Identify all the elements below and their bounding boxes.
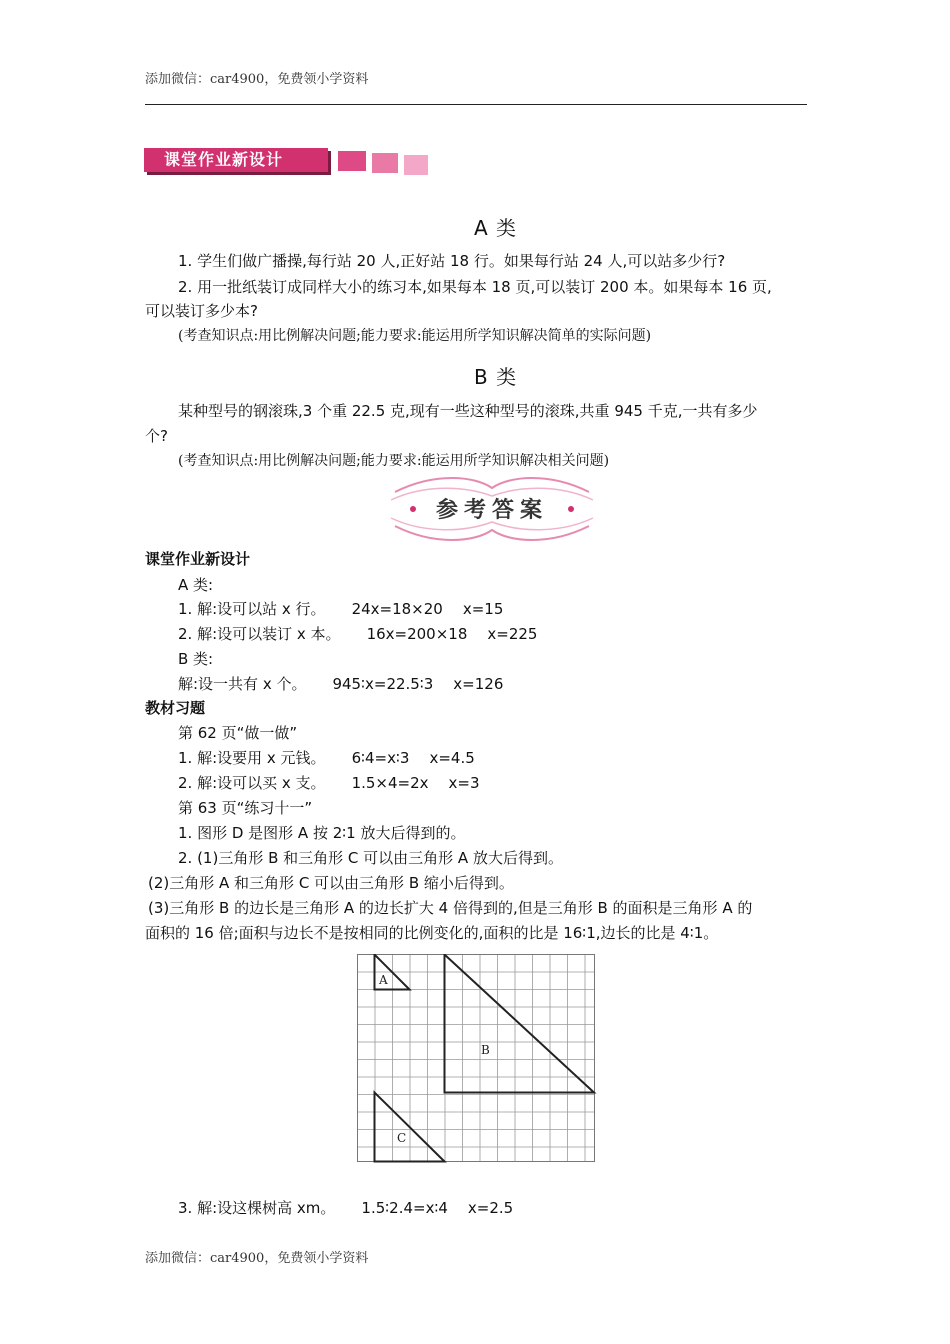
page62-answer-1 (178, 746, 475, 771)
answers-heading-1: 课堂作业新设计 (145, 550, 251, 568)
answer-a2 (178, 622, 537, 647)
section-a-title: A 类 (474, 216, 518, 240)
page63-answer-3-eq2: x=2.5 (467, 1199, 514, 1217)
answers-a-label: A 类: (178, 576, 214, 594)
answer-a1 (178, 597, 503, 622)
triangle-c-label: C (397, 1131, 407, 1145)
answer-a1-text: 1. 解:设可以站 x 行。 (178, 600, 326, 618)
section-a-note: (考查知识点:用比例解决问题;能力要求:能运用所学知识解决简单的实际问题) (178, 328, 652, 344)
question-a2-line1: 2. 用一批纸装订成同样大小的练习本,如果每本 18 页,可以装订 200 本。如果每本 16 页, (178, 278, 772, 296)
page62-answer-2 (178, 771, 480, 796)
page63-answer-2c-line1: (3)三角形 B 的边长是三角形 A 的边长扩大 4 倍得到的,但是三角形 B 的面积是三角形 A 的 (148, 899, 753, 917)
page62-answer-1-eq1: 6∶4=x∶3 (351, 749, 410, 767)
grid-border (358, 955, 595, 1162)
triangle-a-label: A (379, 973, 388, 987)
section-banner: 课堂作业新设计 (144, 148, 328, 172)
triangle-b-label: B (481, 1043, 490, 1057)
page-header: 添加微信：car4900，免费领小学资料 (145, 72, 369, 87)
grid-lines (358, 955, 595, 1162)
page62-answer-2-eq1: 1.5×4=2x (351, 774, 429, 792)
page62-answer-2-eq2: x=3 (448, 774, 480, 792)
page63-answer-2c-line2: 面积的 16 倍;面积与边长不是按相同的比例变化的,面积的比是 16∶1,边长的比是 4∶1。 (145, 924, 719, 942)
question-b-line2: 个? (145, 427, 168, 445)
answer-b1 (178, 672, 503, 697)
page62-answer-1-text: 1. 解:设要用 x 元钱。 (178, 749, 326, 767)
triangle-c (375, 1093, 445, 1162)
section-b-title: B 类 (474, 365, 518, 389)
page63-answer-1: 1. 图形 D 是图形 A 按 2∶1 放大后得到的。 (178, 824, 466, 842)
answer-a2-text: 2. 解:设可以装订 x 本。 (178, 625, 341, 643)
banner-square-1 (338, 151, 366, 171)
page62-answer-1-eq2: x=4.5 (429, 749, 475, 767)
page63-answer-2b: (2)三角形 A 和三角形 C 可以由三角形 B 缩小后得到。 (148, 874, 514, 892)
banner-square-3 (404, 155, 428, 175)
answers-heading-2: 教材习题 (145, 699, 206, 717)
page63-answer-3-text: 3. 解:设这棵树高 xm。 (178, 1199, 336, 1217)
answers-b-label: B 类: (178, 650, 214, 668)
page62-title: 第 62 页“做一做” (178, 724, 298, 742)
answer-b1-eq2: x=126 (453, 675, 504, 693)
answer-a1-eq2: x=15 (462, 600, 504, 618)
answer-a1-eq1: 24x=18×20 (351, 600, 443, 618)
page-footer: 添加微信：car4900，免费领小学资料 (145, 1251, 369, 1266)
page63-title: 第 63 页“练习十一” (178, 799, 313, 817)
page63-answer-2a: 2. (1)三角形 B 和三角形 C 可以由三角形 A 放大后得到。 (178, 849, 563, 867)
answer-a2-eq2: x=225 (487, 625, 538, 643)
answer-b1-eq1: 945∶x=22.5∶3 (332, 675, 434, 693)
question-b-line1: 某种型号的钢滚珠,3 个重 22.5 克,现有一些这种型号的滚珠,共重 945 千克,一共有多少 (178, 402, 758, 420)
banner-square-2 (372, 153, 398, 173)
question-a2-line2: 可以装订多少本? (145, 302, 258, 320)
triangle-b (445, 955, 595, 1093)
question-a1: 1. 学生们做广播操,每行站 20 人,正好站 18 行。如果每行站 24 人,可以站多少行? (178, 252, 726, 270)
triangle-grid-figure (357, 954, 597, 1164)
header-rule (145, 104, 807, 105)
answer-a2-eq1: 16x=200×18 (366, 625, 468, 643)
answer-badge-label: 参考答案 (435, 497, 549, 523)
section-b-note: (考查知识点:用比例解决问题;能力要求:能运用所学知识解决相关问题) (178, 453, 610, 469)
page63-answer-3 (178, 1196, 513, 1221)
answer-badge (385, 470, 599, 548)
page63-answer-3-eq1: 1.5∶2.4=x∶4 (361, 1199, 448, 1217)
page62-answer-2-text: 2. 解:设可以买 x 支。 (178, 774, 326, 792)
answer-b1-text: 解:设一共有 x 个。 (178, 675, 307, 693)
